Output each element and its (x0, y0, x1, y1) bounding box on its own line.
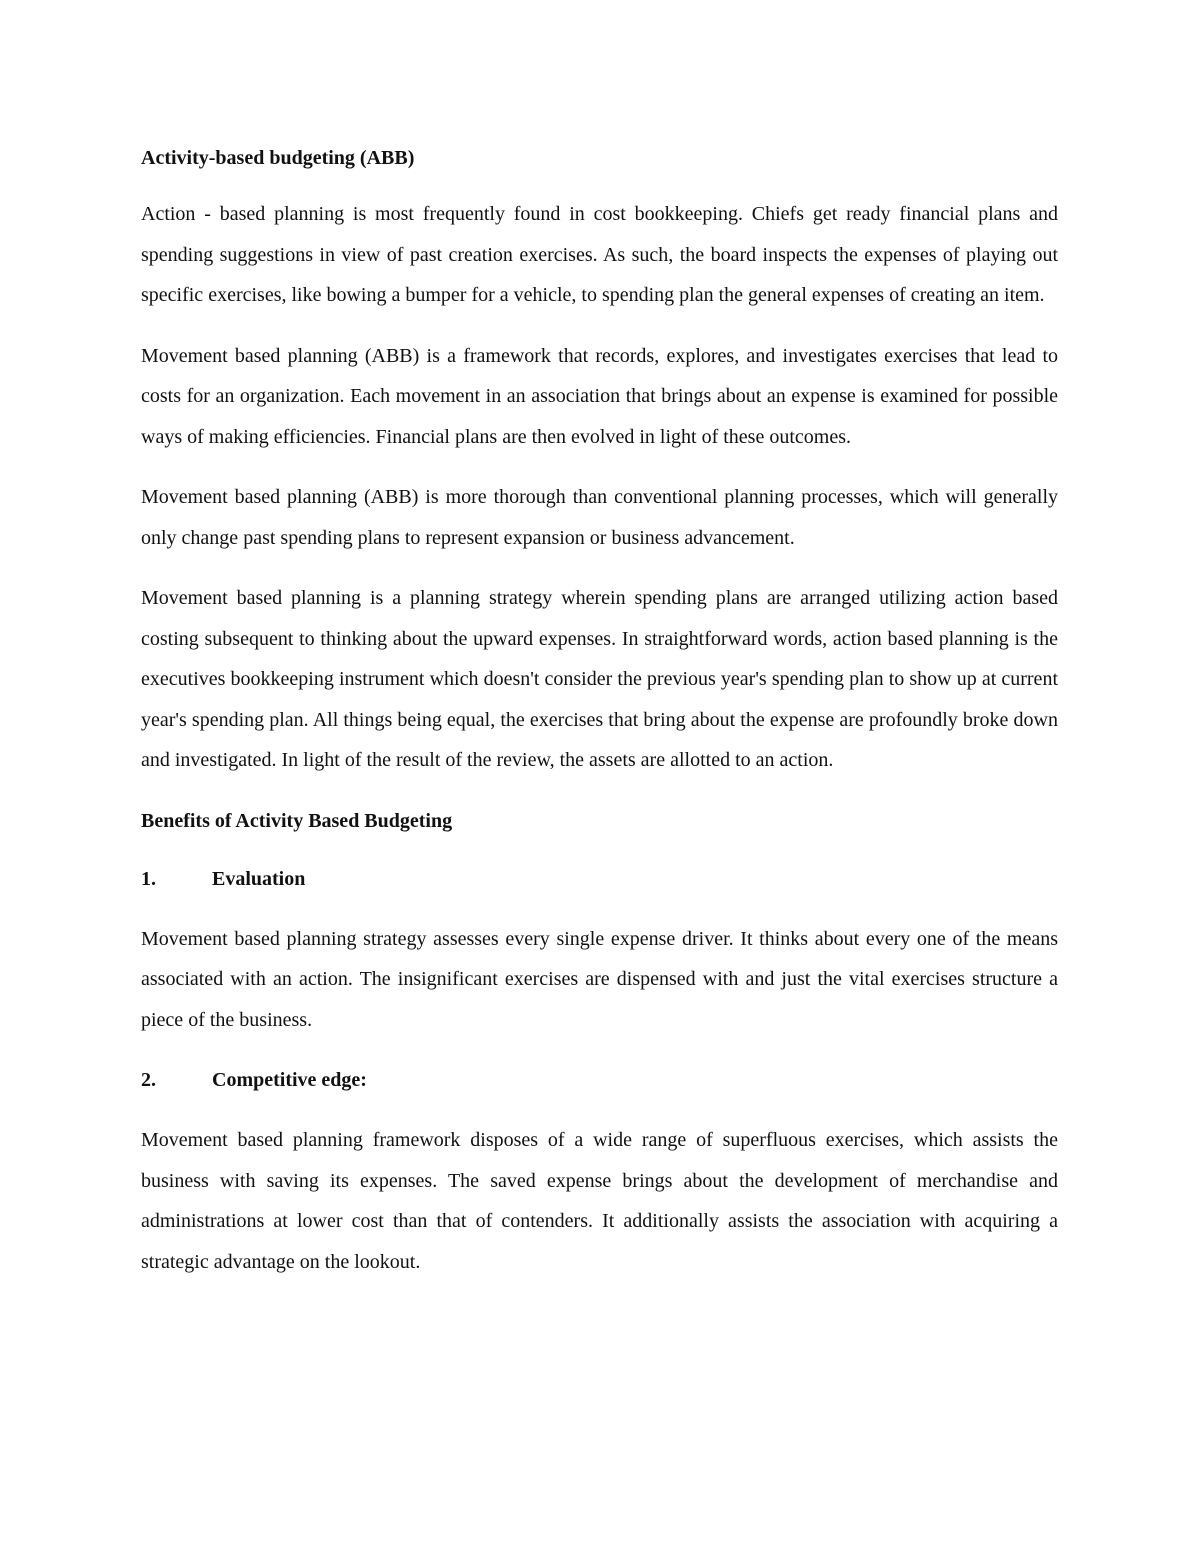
benefit-2-text: Movement based planning framework disposes of a wide range of superfluous exercises, which assists the business with saving its expenses. The saved expense brings about the development of merchandise and administrations at lower cost than that of contenders. It additionally assists the association with acquiring a strategic advantage on the lookout. (141, 1129, 1058, 1273)
benefit-2-number: 2. (141, 1069, 156, 1091)
benefit-1-text: Movement based planning strategy assesses every single expense driver. It thinks about every one of the means associated with an action. The insignificant exercises are dispensed with and just the vital exercises structure a piece of the business. (141, 927, 1058, 1031)
paragraph-intro-2: Movement based planning (ABB) is a framework that records, explores, and investigates exercises that lead to costs for an organization. Each movement in an association that brings about an expense is examined for possible ways of making efficiencies. Financial plans are then evolved in light of these outcomes. (141, 344, 1058, 448)
benefit-2-title: Competitive edge: (212, 1069, 367, 1091)
paragraph-intro-3: Movement based planning (ABB) is more thorough than conventional planning processes, which will generally only change past spending plans to represent expansion or business advancement. (141, 486, 1058, 549)
benefit-1-title: Evaluation (212, 867, 306, 890)
paragraph-intro-1: Action - based planning is most frequently found in cost bookkeeping. Chiefs get ready financial plans and spending suggestions in view of past creation exercises. As such, the board inspects the expenses of playing out specific exercises, like bowing a bumper for a vehicle, to spending plan the general expenses of creating an item. (141, 203, 1058, 306)
paragraph-intro-4: Movement based planning is a planning strategy wherein spending plans are arranged utilizing action based costing subsequent to thinking about the upward expenses. In straightforward words, action based planning is the executives bookkeeping instrument which doesn't consider the previous year's spending plan to show up at current year's spending plan. All things being equal, the exercises that bring about the expense are profoundly broke down and investigated. In light of the result of the review, the assets are allotted to an action. (141, 587, 1058, 771)
document-title: Activity-based budgeting (ABB) (141, 147, 415, 169)
benefit-2-heading (141, 1060, 1058, 1100)
benefit-1-number: 1. (141, 867, 156, 890)
benefit-1-heading (141, 859, 1058, 899)
benefits-heading: Benefits of Activity Based Budgeting (141, 809, 453, 832)
document-page (141, 138, 1058, 1302)
